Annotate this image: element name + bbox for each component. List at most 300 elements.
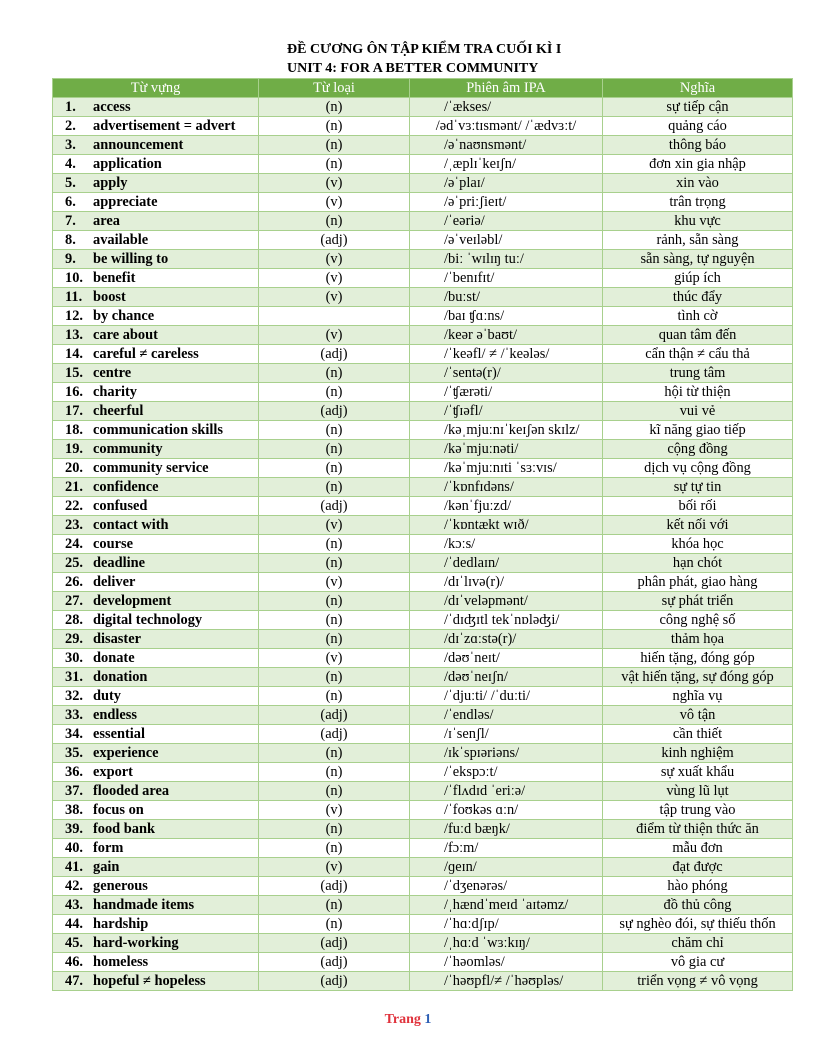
ipa-cell: /ˈhəomləs/ (410, 953, 603, 972)
meaning-cell: phân phát, giao hàng (603, 573, 793, 592)
vocab-word: hopeful ≠ hopeless (93, 973, 206, 989)
vocab-word: homeless (93, 954, 149, 970)
table-row (53, 611, 793, 630)
part-of-speech-cell: (n) (259, 421, 410, 440)
ipa-cell: /ˈʧærəti/ (410, 383, 603, 402)
meaning-cell: dịch vụ cộng đồng (603, 459, 793, 478)
vocab-word: communication skills (93, 422, 223, 438)
ipa-cell: /ɪkˈspɪəriəns/ (410, 744, 603, 763)
table-row (53, 212, 793, 231)
part-of-speech-cell: (n) (259, 212, 410, 231)
vocab-word: development (93, 593, 172, 609)
vocab-word: charity (93, 384, 137, 400)
vocab-word: donation (93, 669, 148, 685)
ipa-cell: /ˈbenɪfɪt/ (410, 269, 603, 288)
ipa-cell: /ˈfoʊkəs ɑːn/ (410, 801, 603, 820)
vocab-word-cell (53, 402, 259, 421)
vocab-word-cell (53, 554, 259, 573)
row-number: 25. (65, 555, 83, 571)
ipa-cell: /ədˈvɜːtɪsmənt/ /ˈædvɜːt/ (410, 117, 603, 136)
part-of-speech-cell: (adj) (259, 934, 410, 953)
part-of-speech-cell: (adj) (259, 402, 410, 421)
title-line-2: UNIT 4: FOR A BETTER COMMUNITY (287, 61, 539, 76)
table-row (53, 155, 793, 174)
vocab-word: confidence (93, 479, 159, 495)
row-number: 47. (65, 973, 83, 989)
part-of-speech-cell: (adj) (259, 972, 410, 991)
ipa-cell: /kɔːs/ (410, 535, 603, 554)
part-of-speech-cell: (n) (259, 459, 410, 478)
vocab-word-cell (53, 478, 259, 497)
row-number: 4. (65, 156, 76, 172)
table-row (53, 364, 793, 383)
header-vocabulary: Từ vựng (53, 79, 259, 98)
header-ipa: Phiên âm IPA (410, 79, 603, 98)
row-number: 26. (65, 574, 83, 590)
vocab-word: cheerful (93, 403, 144, 419)
ipa-cell: /əˈplaɪ/ (410, 174, 603, 193)
table-row (53, 953, 793, 972)
vocab-word-cell (53, 250, 259, 269)
row-number: 16. (65, 384, 83, 400)
table-row (53, 174, 793, 193)
ipa-cell: /ˈdedlaɪn/ (410, 554, 603, 573)
part-of-speech-cell: (n) (259, 592, 410, 611)
meaning-cell: đơn xin gia nhập (603, 155, 793, 174)
row-number: 42. (65, 878, 83, 894)
vocab-word: endless (93, 707, 137, 723)
vocab-word-cell (53, 364, 259, 383)
row-number: 1. (65, 99, 76, 115)
meaning-cell: kinh nghiệm (603, 744, 793, 763)
ipa-cell: /kəˈmjuːnəti/ (410, 440, 603, 459)
row-number: 6. (65, 194, 76, 210)
row-number: 41. (65, 859, 83, 875)
vocab-word-cell (53, 98, 259, 117)
part-of-speech-cell: (v) (259, 288, 410, 307)
vocab-word: appreciate (93, 194, 158, 210)
part-of-speech-cell: (adj) (259, 706, 410, 725)
vocab-word: digital technology (93, 612, 203, 628)
row-number: 35. (65, 745, 83, 761)
part-of-speech-cell: (n) (259, 763, 410, 782)
vocab-word: flooded area (93, 783, 170, 799)
ipa-cell: /ɡeɪn/ (410, 858, 603, 877)
vocab-word-cell (53, 763, 259, 782)
table-row (53, 592, 793, 611)
row-number: 9. (65, 251, 76, 267)
row-number: 14. (65, 346, 83, 362)
vocab-word: benefit (93, 270, 136, 286)
vocab-word: food bank (93, 821, 155, 837)
vocab-word: apply (93, 175, 128, 191)
vocab-word: confused (93, 498, 148, 514)
part-of-speech-cell (259, 307, 410, 326)
vocab-word-cell (53, 668, 259, 687)
vocab-word-cell (53, 497, 259, 516)
meaning-cell: hội từ thiện (603, 383, 793, 402)
ipa-cell: /baɪ ʧɑːns/ (410, 307, 603, 326)
vocab-word-cell (53, 782, 259, 801)
table-row (53, 288, 793, 307)
part-of-speech-cell: (adj) (259, 725, 410, 744)
table-row (53, 516, 793, 535)
row-number: 11. (65, 289, 83, 305)
vocab-word-cell (53, 934, 259, 953)
vocab-word: export (93, 764, 133, 780)
meaning-cell: công nghệ số (603, 611, 793, 630)
vocab-word-cell (53, 611, 259, 630)
ipa-cell: /kənˈfjuːzd/ (410, 497, 603, 516)
row-number: 39. (65, 821, 83, 837)
ipa-cell: /əˈnaʊnsmənt/ (410, 136, 603, 155)
meaning-cell: hiến tặng, đóng góp (603, 649, 793, 668)
title-line-1: ĐỀ CƯƠNG ÔN TẬP KIỂM TRA CUỐI KÌ I (287, 42, 562, 57)
row-number: 31. (65, 669, 83, 685)
vocab-word-cell (53, 706, 259, 725)
ipa-cell: /ˈhɑːdʃɪp/ (410, 915, 603, 934)
document-title (287, 40, 561, 78)
vocab-word: access (93, 99, 131, 115)
ipa-cell: /ˈeəriə/ (410, 212, 603, 231)
part-of-speech-cell: (adj) (259, 953, 410, 972)
row-number: 20. (65, 460, 83, 476)
vocab-word-cell (53, 687, 259, 706)
row-number: 24. (65, 536, 83, 552)
vocab-word: handmade items (93, 897, 195, 913)
part-of-speech-cell: (n) (259, 782, 410, 801)
vocab-word: community service (93, 460, 209, 476)
part-of-speech-cell: (n) (259, 630, 410, 649)
table-row (53, 725, 793, 744)
vocabulary-table (52, 78, 793, 991)
part-of-speech-cell: (n) (259, 896, 410, 915)
row-number: 17. (65, 403, 83, 419)
meaning-cell: vật hiến tặng, sự đóng góp (603, 668, 793, 687)
row-number: 45. (65, 935, 83, 951)
vocab-word: application (93, 156, 162, 172)
part-of-speech-cell: (adj) (259, 345, 410, 364)
ipa-cell: /fɔːm/ (410, 839, 603, 858)
table-row (53, 250, 793, 269)
table-row (53, 402, 793, 421)
ipa-cell: /ˈendləs/ (410, 706, 603, 725)
meaning-cell: vùng lũ lụt (603, 782, 793, 801)
part-of-speech-cell: (n) (259, 839, 410, 858)
table-row (53, 858, 793, 877)
row-number: 46. (65, 954, 83, 970)
part-of-speech-cell: (v) (259, 193, 410, 212)
vocab-word: available (93, 232, 149, 248)
table-row (53, 326, 793, 345)
row-number: 7. (65, 213, 76, 229)
table-row (53, 668, 793, 687)
table-row (53, 193, 793, 212)
meaning-cell: đồ thủ công (603, 896, 793, 915)
row-number: 33. (65, 707, 83, 723)
table-header-row (53, 79, 793, 98)
vocab-word-cell (53, 212, 259, 231)
table-row (53, 801, 793, 820)
header-part-of-speech: Từ loại (259, 79, 410, 98)
part-of-speech-cell: (v) (259, 573, 410, 592)
table-row (53, 535, 793, 554)
vocab-word-cell (53, 630, 259, 649)
meaning-cell: cẩn thận ≠ cẩu thả (603, 345, 793, 364)
table-row (53, 820, 793, 839)
meaning-cell: quảng cáo (603, 117, 793, 136)
part-of-speech-cell: (n) (259, 478, 410, 497)
vocab-word-cell (53, 155, 259, 174)
ipa-cell: /ˈʧɪəfl/ (410, 402, 603, 421)
meaning-cell: cần thiết (603, 725, 793, 744)
table-row (53, 440, 793, 459)
table-row (53, 231, 793, 250)
table-row (53, 345, 793, 364)
row-number: 3. (65, 137, 76, 153)
page-label: Trang (384, 1012, 421, 1027)
vocab-word: deliver (93, 574, 136, 590)
ipa-cell: /buːst/ (410, 288, 603, 307)
meaning-cell: trân trọng (603, 193, 793, 212)
vocab-word-cell (53, 972, 259, 991)
vocab-word-cell (53, 744, 259, 763)
vocab-word: course (93, 536, 133, 552)
part-of-speech-cell: (n) (259, 535, 410, 554)
ipa-cell: /dəʊˈneɪʃn/ (410, 668, 603, 687)
part-of-speech-cell: (n) (259, 915, 410, 934)
ipa-cell: /dɪˈlɪvə(r)/ (410, 573, 603, 592)
row-number: 34. (65, 726, 83, 742)
table-row (53, 687, 793, 706)
vocab-word: form (93, 840, 124, 856)
part-of-speech-cell: (n) (259, 98, 410, 117)
vocab-word-cell (53, 326, 259, 345)
ipa-cell: /ˌæplɪˈkeɪʃn/ (410, 155, 603, 174)
table-row (53, 877, 793, 896)
meaning-cell: giúp ích (603, 269, 793, 288)
ipa-cell: /ˈdʒenərəs/ (410, 877, 603, 896)
vocab-word: area (93, 213, 120, 229)
part-of-speech-cell: (v) (259, 326, 410, 345)
meaning-cell: quan tâm đến (603, 326, 793, 345)
meaning-cell: rảnh, sẵn sàng (603, 231, 793, 250)
row-number: 44. (65, 916, 83, 932)
vocab-word: by chance (93, 308, 155, 324)
vocab-word: duty (93, 688, 121, 704)
row-number: 5. (65, 175, 76, 191)
meaning-cell: sự phát triển (603, 592, 793, 611)
part-of-speech-cell: (n) (259, 155, 410, 174)
table-row (53, 136, 793, 155)
vocab-word: community (93, 441, 163, 457)
vocab-word: boost (93, 289, 126, 305)
ipa-cell: /ˈkɒntækt wɪð/ (410, 516, 603, 535)
vocab-word: be willing to (93, 251, 169, 267)
meaning-cell: triển vọng ≠ vô vọng (603, 972, 793, 991)
vocab-word-cell (53, 649, 259, 668)
table-row (53, 117, 793, 136)
vocab-word: hard-working (93, 935, 179, 951)
vocab-word-cell (53, 896, 259, 915)
meaning-cell: bối rối (603, 497, 793, 516)
meaning-cell: kĩ năng giao tiếp (603, 421, 793, 440)
ipa-cell: /ˈdjuːti/ /ˈduːti/ (410, 687, 603, 706)
row-number: 10. (65, 270, 83, 286)
ipa-cell: /ɪˈsenʃl/ (410, 725, 603, 744)
table-row (53, 573, 793, 592)
vocab-word-cell (53, 307, 259, 326)
vocab-word-cell (53, 573, 259, 592)
vocab-word-cell (53, 174, 259, 193)
table-row (53, 98, 793, 117)
part-of-speech-cell: (adj) (259, 497, 410, 516)
vocab-word: disaster (93, 631, 141, 647)
row-number: 21. (65, 479, 83, 495)
table-row (53, 915, 793, 934)
row-number: 32. (65, 688, 83, 704)
vocab-word-cell (53, 231, 259, 250)
row-number: 40. (65, 840, 83, 856)
meaning-cell: trung tâm (603, 364, 793, 383)
vocab-word-cell (53, 877, 259, 896)
row-number: 22. (65, 498, 83, 514)
table-row (53, 459, 793, 478)
vocab-word: announcement (93, 137, 184, 153)
meaning-cell: khóa học (603, 535, 793, 554)
vocab-word-cell (53, 820, 259, 839)
ipa-cell: /əˈpriːʃieɪt/ (410, 193, 603, 212)
row-number: 2. (65, 118, 76, 134)
ipa-cell: /ˈsentə(r)/ (410, 364, 603, 383)
row-number: 43. (65, 897, 83, 913)
meaning-cell: vui vẻ (603, 402, 793, 421)
vocab-word: essential (93, 726, 145, 742)
vocab-word-cell (53, 953, 259, 972)
part-of-speech-cell: (n) (259, 136, 410, 155)
ipa-cell: /dɪˈzɑːstə(r)/ (410, 630, 603, 649)
vocab-word-cell (53, 136, 259, 155)
part-of-speech-cell: (n) (259, 820, 410, 839)
vocab-word-cell (53, 915, 259, 934)
row-number: 37. (65, 783, 83, 799)
row-number: 19. (65, 441, 83, 457)
ipa-cell: /əˈveɪləbl/ (410, 231, 603, 250)
page-footer (0, 1012, 816, 1028)
table-row (53, 782, 793, 801)
vocab-word-cell (53, 592, 259, 611)
vocab-word: care about (93, 327, 158, 343)
meaning-cell: thúc đẩy (603, 288, 793, 307)
part-of-speech-cell: (adj) (259, 877, 410, 896)
part-of-speech-cell: (n) (259, 611, 410, 630)
vocab-word: focus on (93, 802, 144, 818)
table-row (53, 269, 793, 288)
vocab-word: hardship (93, 916, 149, 932)
vocab-word: advertisement = advert (93, 118, 236, 134)
part-of-speech-cell: (n) (259, 440, 410, 459)
row-number: 27. (65, 593, 83, 609)
row-number: 30. (65, 650, 83, 666)
meaning-cell: vô tận (603, 706, 793, 725)
meaning-cell: vô gia cư (603, 953, 793, 972)
part-of-speech-cell: (v) (259, 801, 410, 820)
table-row (53, 896, 793, 915)
row-number: 15. (65, 365, 83, 381)
meaning-cell: hạn chót (603, 554, 793, 573)
ipa-cell: /kəˈmjuːnɪti ˈsɜːvɪs/ (410, 459, 603, 478)
part-of-speech-cell: (n) (259, 744, 410, 763)
vocab-word-cell (53, 459, 259, 478)
ipa-cell: /ˈdɪʤɪtl tekˈnɒləʤi/ (410, 611, 603, 630)
row-number: 12. (65, 308, 83, 324)
page-number: 1 (424, 1012, 432, 1027)
ipa-cell: /ˈækses/ (410, 98, 603, 117)
vocab-word-cell (53, 117, 259, 136)
part-of-speech-cell: (n) (259, 668, 410, 687)
meaning-cell: sự tiếp cận (603, 98, 793, 117)
table-row (53, 972, 793, 991)
meaning-cell: xin vào (603, 174, 793, 193)
vocab-word: donate (93, 650, 135, 666)
vocab-word-cell (53, 345, 259, 364)
row-number: 36. (65, 764, 83, 780)
vocab-word: centre (93, 365, 132, 381)
part-of-speech-cell: (v) (259, 649, 410, 668)
vocab-word-cell (53, 421, 259, 440)
meaning-cell: cộng đồng (603, 440, 793, 459)
header-meaning: Nghĩa (603, 79, 793, 98)
part-of-speech-cell: (n) (259, 117, 410, 136)
vocab-word-cell (53, 801, 259, 820)
meaning-cell: sự xuất khẩu (603, 763, 793, 782)
row-number: 23. (65, 517, 83, 533)
vocab-word-cell (53, 193, 259, 212)
meaning-cell: kết nối với (603, 516, 793, 535)
meaning-cell: điểm từ thiện thức ăn (603, 820, 793, 839)
part-of-speech-cell: (n) (259, 364, 410, 383)
vocab-word: careful ≠ careless (93, 346, 199, 362)
ipa-cell: /dəʊˈneɪt/ (410, 649, 603, 668)
meaning-cell: sẵn sàng, tự nguyện (603, 250, 793, 269)
vocab-word-cell (53, 535, 259, 554)
meaning-cell: tập trung vào (603, 801, 793, 820)
meaning-cell: khu vực (603, 212, 793, 231)
vocab-word: generous (93, 878, 148, 894)
meaning-cell: nghĩa vụ (603, 687, 793, 706)
ipa-cell: /ˌhændˈmeɪd ˈaɪtəmz/ (410, 896, 603, 915)
part-of-speech-cell: (n) (259, 383, 410, 402)
vocab-word-cell (53, 839, 259, 858)
row-number: 13. (65, 327, 83, 343)
table-row (53, 706, 793, 725)
ipa-cell: /ˌhɑːd ˈwɜːkɪŋ/ (410, 934, 603, 953)
vocab-word: gain (93, 859, 120, 875)
vocab-word-cell (53, 383, 259, 402)
ipa-cell: /dɪˈveləpmənt/ (410, 592, 603, 611)
meaning-cell: mẫu đơn (603, 839, 793, 858)
table-row (53, 554, 793, 573)
table-row (53, 839, 793, 858)
part-of-speech-cell: (adj) (259, 231, 410, 250)
row-number: 28. (65, 612, 83, 628)
part-of-speech-cell: (v) (259, 174, 410, 193)
table-body (53, 98, 793, 991)
part-of-speech-cell: (v) (259, 858, 410, 877)
table-row (53, 383, 793, 402)
vocab-word-cell (53, 858, 259, 877)
part-of-speech-cell: (v) (259, 269, 410, 288)
